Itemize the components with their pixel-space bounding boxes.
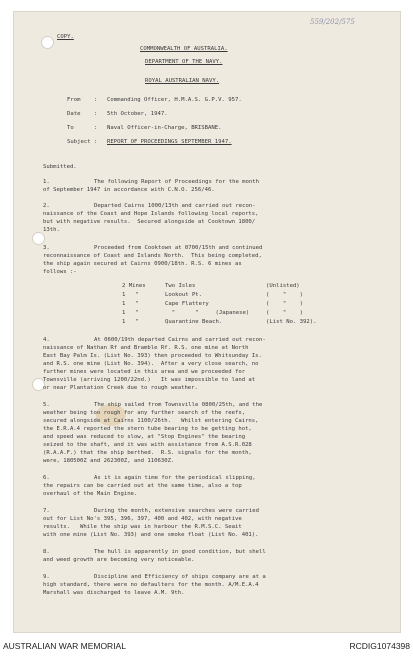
paragraph-line: were, 180500Z and 262300Z, and 110630Z. xyxy=(43,458,175,464)
mine-location: " " (Japanese) xyxy=(165,310,250,316)
paragraph-number: 6. xyxy=(43,475,50,481)
header-line1: COMMONWEALTH OF AUSTRALIA. xyxy=(140,46,228,52)
mine-note: (Unlisted) xyxy=(266,283,300,289)
to-value: Naval Officer-in-Charge, BRISBANE. xyxy=(107,125,222,131)
header-line3: ROYAL AUSTRALIAN NAVY. xyxy=(145,78,220,84)
mine-note: ( " ) xyxy=(266,301,304,307)
paragraph-line: and weed growth are becoming very noticeable. xyxy=(43,557,195,563)
mine-location: Quarantine Beach. xyxy=(165,319,223,325)
paragraph-line: of September 1947 in accordance with C.N.O. 256/46. xyxy=(43,187,215,193)
mine-note: ( " ) xyxy=(266,292,304,298)
paragraph-line: follows :- xyxy=(43,269,77,275)
paragraph-line: the ship again secured at Cairns 0900/18th. R.S. 6 mines as xyxy=(43,261,242,267)
paragraph-number: 2. xyxy=(43,203,50,209)
paragraph-line: results. While the ship was in harbour the R.M.S.C. Seait xyxy=(43,524,242,530)
paragraph-line: high standard, there were no defaulters for the month. A/M.E.A.4 xyxy=(43,582,259,588)
paragraph-line: or near Plantation Creek due to rough weather. xyxy=(43,385,198,391)
paragraph-line: The following Report of Proceedings for the month xyxy=(94,179,260,185)
paragraph-line: Discipline and Efficiency of ships company are at a xyxy=(94,574,266,580)
mine-location: Two Isles xyxy=(165,283,196,289)
mine-count: 1 " xyxy=(122,319,139,325)
paragraph-line: naissance of the Coast and Hope Islands following local reports, xyxy=(43,211,259,217)
submitted-label: Submitted. xyxy=(43,164,77,170)
paragraph-line: At 0600/19th departed Cairns and carried out recon- xyxy=(94,337,266,343)
punch-hole xyxy=(41,36,54,49)
mine-note: ( " ) xyxy=(266,310,304,316)
paragraph-number: 3. xyxy=(43,245,50,251)
to-label: To xyxy=(67,125,74,131)
from-value: Commanding Officer, H.M.A.S. G.P.V. 957. xyxy=(107,97,242,103)
paragraph-line: During the month, extensive searches were carried xyxy=(94,508,260,514)
paragraph-line: 13th. xyxy=(43,227,60,233)
paragraph-line: weather being too rough for any further search of the reefs, xyxy=(43,410,246,416)
paragraph-line: the repairs can be carried out at the same time, also a top xyxy=(43,483,242,489)
footer-record-id: RCDIG1074398 xyxy=(349,641,410,651)
paragraph-line: seized to the shaft, and it was with assistance from A.S.R.028 xyxy=(43,442,252,448)
mine-note: (List No. 392). xyxy=(266,319,317,325)
date-label: Date xyxy=(67,111,81,117)
paragraph-number: 9. xyxy=(43,574,50,580)
paragraph-line: reconnaissance of Coast and Islands North. This being completed, xyxy=(43,253,262,259)
paragraph-line: East Bay Palm Is. (List No. 393) then proceeded to Whitsunday Is. xyxy=(43,353,262,359)
paragraph-line: The hull is apparently in good condition, but shell xyxy=(94,549,266,555)
footer-archive-name: AUSTRALIAN WAR MEMORIAL xyxy=(3,641,126,651)
paragraph-number: 7. xyxy=(43,508,50,514)
mine-count: 1 " xyxy=(122,292,139,298)
paragraph-line: out for List No's 395, 396, 397, 400 and 402, with negative xyxy=(43,516,242,522)
paragraph-line: As it is again time for the periodical slipping, xyxy=(94,475,256,481)
paragraph-line: with one mine (List No. 393) and one smoke float (List No. 401). xyxy=(43,532,259,538)
paragraph-line: Marshall was discharged to leave A.M. 9th. xyxy=(43,590,185,596)
mine-location: Lookout Pt. xyxy=(165,292,203,298)
subject-label: Subject xyxy=(67,139,91,145)
paragraph-number: 4. xyxy=(43,337,50,343)
mine-count: 1 " xyxy=(122,301,139,307)
paragraph-line: Townsville (arriving 1200/22nd.) It was impossible to land at xyxy=(43,377,256,383)
mine-location: Cape Flattery xyxy=(165,301,209,307)
paragraph-line: further mines were located in this area and we proceeded for xyxy=(43,369,246,375)
mine-count: 2 Mines xyxy=(122,283,146,289)
paragraph-number: 8. xyxy=(43,549,50,555)
paragraph-line: secured alongside at Cairns 1100/26th. Whilst entering Cairns, xyxy=(43,418,259,424)
paragraph-line: Departed Cairns 1000/13th and carried out recon- xyxy=(94,203,256,209)
paragraph-line: the E.R.A.4 reported the stern tube bearing to be getting hot, xyxy=(43,426,252,432)
paragraph-line: (R.A.A.F.) that the ship berthed. R.S. signals for the month, xyxy=(43,450,252,456)
paragraph-line: overhaul of the Main Engine. xyxy=(43,491,138,497)
paragraph-line: and speed was reduced to slow, at "Stop Engines" the bearing xyxy=(43,434,246,440)
copy-label: COPY. xyxy=(57,34,74,40)
mine-count: 1 " xyxy=(122,310,139,316)
paragraph-line: naissance of Nathan Rf and Bramble Rf. R.S. one mine at North xyxy=(43,345,249,351)
subject-value: REPORT OF PROCEEDINGS SEPTEMBER 1947. xyxy=(107,139,232,145)
header-line2: DEPARTMENT OF THE NAVY. xyxy=(145,59,223,65)
from-label: From xyxy=(67,97,81,103)
paragraph-line: but with negative results. Secured alongside at Cooktown 1800/ xyxy=(43,219,256,225)
paragraph-line: and R.S. one mine (List No. 394). After a very close search, no xyxy=(43,361,259,367)
paragraph-line: The ship sailed from Townsville 0800/25th, and the xyxy=(94,402,263,408)
paragraph-number: 1. xyxy=(43,179,50,185)
file-reference: 559/202/575 xyxy=(310,18,355,26)
document-page: 559/202/575 COPY. COMMONWEALTH OF AUSTRALIA. DEPARTMENT OF THE NAVY. ROYAL AUSTRALIAN NAVY. From : Commanding Officer, H.M.A.S. G.P.V. 957. Date : 5th October, 1947. To : Naval Officer-in-Charge, BRISBANE. Subject : REPORT OF PROCEEDINGS SEPTEMBER 1947. Submitted. 1. The following Report of Proceedings for the month of September 1947 in accordance with C.N.O. 256/46. 2. Departed Cairns 1000/13th and carried out recon- naissance of the Coast and Hope Islands following local reports, but with negative results. Secured alongside at Cooktown 1800/ 13th. 3. Proceeded from Cooktown at 0700/15th and continued reconnaissance of Coast and Islands North. This being completed, the ship again secured at Cairns 0900/18th. R.S. 6 mines as follows :- 2 Mines Two Isles (Unlisted) 1 " Lookout Pt. ( " ) 1 " Cape Flattery ( " ) 1 " " " (Japanese) ( " ) 1 " Quarantine Beach. (List No. 392). 4. At 0600/19th departed Cairns and carried out recon- naissance of Nathan Rf and Bramble Rf. R.S. one mine at North East Bay Palm Is. (List No. 393) then proceeded to Whitsunday Is. and R.S. one mine (List No. 394). After a very close search, no further mines were located in this area and we proceeded for Townsville (arriving 1200/22nd.) It was impossible to land at or near Plantation Creek due to rough weather. 5. The ship sailed from Townsville 0800/25th, and the weather being too rough for any further search of the reefs, secured alongside at Cairns 1100/26th. Whilst entering Cairns, the E.R.A.4 reported the stern tube bearing to be getting hot, and speed was reduced to slow, at "Stop Engines" the bearing seized to the shaft, and it was with assistance from A.S.R.028 (R.A.A.F.) that the ship berthed. R.S. signals for the month, were, 180500Z and 262300Z, and 110630Z. 6. As it is again time for the periodical slipping, the repairs can be carried out at the same time, also a top overhaul of the Main Engine. 7. During the month, extensive searches were carried out for List No's 395, 396, 397, 400 and 402, with negative results. While the ship was in harbour the R.M.S.C. Seait with one mine (List No. 393) and one smoke float (List No. 401). 8. The hull is apparently in good condition, but shell and weed growth are becoming very noticeable. 9. Discipline and Efficiency of ships company are at a high standard, there were no defaulters for the month. A/M.E.A.4 Marshall was discharged to leave A.M. 9th. xyxy=(13,11,401,633)
paragraph-number: 5. xyxy=(43,402,50,408)
date-value: 5th October, 1947. xyxy=(107,111,168,117)
paragraph-line: Proceeded from Cooktown at 0700/15th and continued xyxy=(94,245,263,251)
